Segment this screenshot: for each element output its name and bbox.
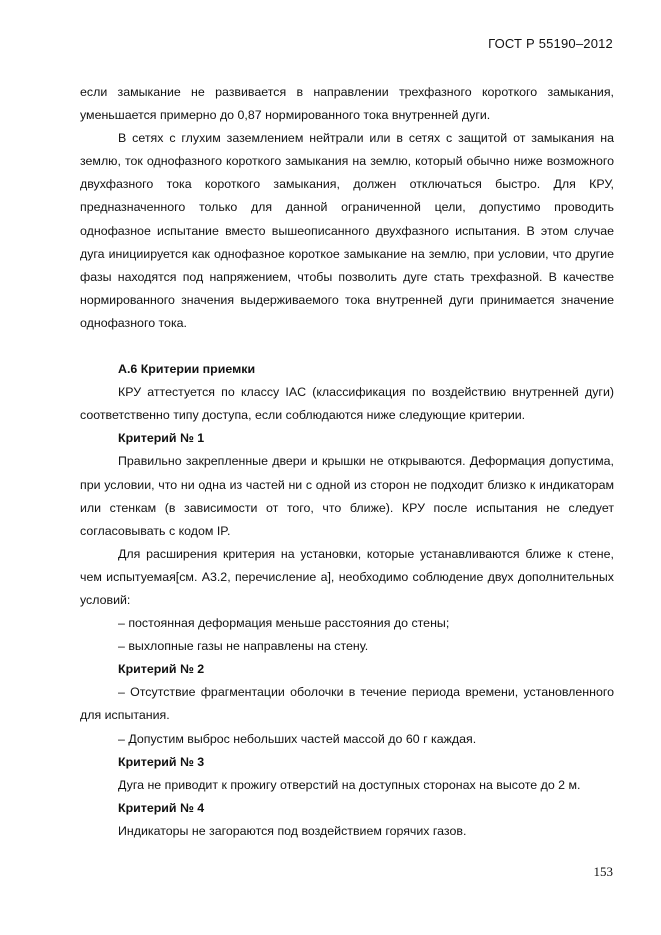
criterion-4-heading: Критерий № 4	[118, 800, 205, 815]
criterion-1-text: Правильно закрепленные двери и крышки не открываются. Деформация допустима, при условии, что ни одна из частей ни с одной из сторон не подходит близко к индикаторам или стенкам (в зависимости от того, что ближе). КРУ после испытания не следует согласовывать с кодом IP.	[80, 454, 614, 538]
criterion-2-item: – Допустим выброс небольших частей массой до 60 г каждая.	[118, 731, 477, 746]
spacer	[80, 335, 614, 358]
criterion-2-heading: Критерий № 2	[118, 662, 205, 677]
criterion-1-list-item: – постоянная деформация меньше расстояния до стены;	[118, 616, 450, 631]
paragraph-grounded-neutral: В сетях с глухим заземлением нейтрали или в сетях с защитой от замыкания на землю, ток однофазного короткого замыкания на землю, который обычно ниже возможного двухфазного тока короткого замыкания, должен отключаться быстро. Для КРУ, предназначенного только для данной ограниченной цели, допустимо проводить однофазное испытание вместо вышеописанного двухфазного испытания. В этом случае дуга инициируется как однофазное короткое замыкание на землю, при условии, что другие фазы находятся под напряжением, чтобы позволить дуге стать трехфазной. В качестве нормированного значения выдерживаемого тока внутренней дуги принимается значение однофазного тока.	[80, 131, 614, 330]
criterion-1-extension: Для расширения критерия на установки, которые устанавливаются ближе к стене, чем испытуемая[см. А3.2, перечисление а], необходимо соблюдение двух дополнительных условий:	[80, 546, 614, 607]
page-number: 153	[593, 864, 613, 879]
criterion-1-heading: Критерий № 1	[118, 431, 205, 446]
criterion-3-text: Дуга не приводит к прожигу отверстий на доступных сторонах на высоте до 2 м.	[118, 777, 581, 792]
criterion-4-text: Индикаторы не загораются под воздействием горячих газов.	[118, 823, 467, 838]
document-body	[80, 81, 614, 843]
criterion-1-list-item: – выхлопные газы не направлены на стену.	[118, 639, 369, 654]
criterion-3-heading: Критерий № 3	[118, 754, 205, 769]
criterion-2-item: – Отсутствие фрагментации оболочки в течение периода времени, установленного для испытания.	[80, 685, 614, 723]
document-header: ГОСТ Р 55190–2012	[488, 36, 613, 51]
section-heading: А.6 Критерии приемки	[118, 362, 256, 377]
paragraph-intro: если замыкание не развивается в направлении трехфазного короткого замыкания, уменьшается примерно до 0,87 нормированного тока внутренней дуги.	[80, 85, 614, 123]
paragraph-classification: КРУ аттестуется по классу IAC (классификация по воздействию внутренней дуги) соответственно типу доступа, если соблюдаются ниже следующие критерии.	[80, 385, 614, 423]
